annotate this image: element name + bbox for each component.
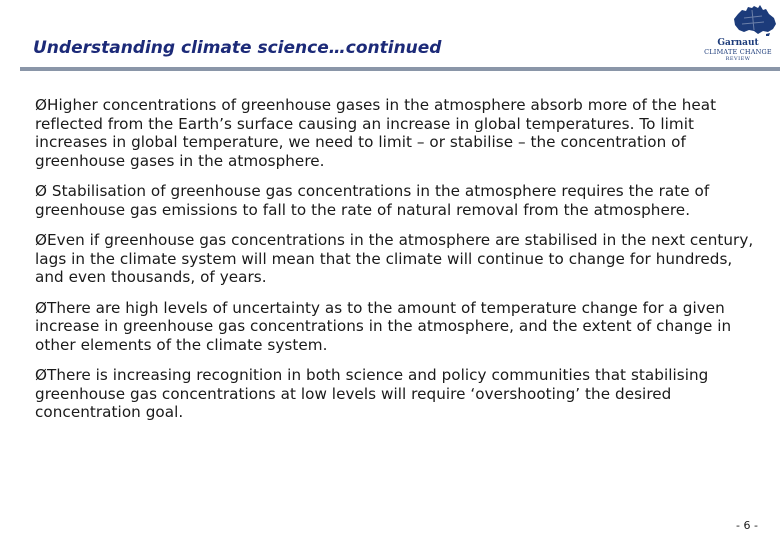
logo-line-2: CLIMATE CHANGE (704, 48, 772, 56)
arrow-bullet-icon: Ø (35, 182, 48, 200)
bullet-text: There is increasing recognition in both science and policy communities that stabilising greenhouse gas concentrations at low levels will require ‘overshooting’ the desired concentration goal. (35, 366, 709, 421)
bullet-text: There are high levels of uncertainty as to the amount of temperature change for a given increase in greenhouse gas concentrations in the atmosphere, and the extent of change in other elements of the climate system. (35, 298, 732, 354)
bullet-item (35, 231, 755, 287)
arrow-bullet-icon: Ø (35, 298, 48, 317)
page-number: - 6 - (736, 519, 758, 532)
logo-line-3: REVIEW (725, 56, 751, 62)
bullet-item (35, 366, 755, 422)
slide-title-main: Understanding climate science… (33, 38, 346, 58)
slide-title (33, 38, 441, 58)
bullet-text: Stabilisation of greenhouse gas concentrations in the atmosphere requires the rate of greenhouse gas emissions to fall to the rate of natural removal from the atmosphere. (35, 182, 710, 219)
header-divider (20, 67, 780, 71)
logo-text (696, 38, 780, 62)
bullet-text: Even if greenhouse gas concentrations in the atmosphere are stabilised in the next century, lags in the climate system will mean that the climate will continue to change for hundreds, and even thousands, of years. (35, 231, 754, 286)
arrow-bullet-icon: Ø (35, 96, 48, 114)
australia-map-icon (732, 4, 780, 36)
arrow-bullet-icon: Ø (35, 366, 48, 384)
logo-line-1: Garnaut (717, 38, 759, 48)
bullet-list (35, 96, 755, 434)
bullet-item (35, 299, 755, 355)
bullet-item (35, 96, 755, 170)
slide-title-continued: continued (345, 38, 442, 58)
garnaut-logo (696, 4, 780, 66)
arrow-bullet-icon: Ø (35, 231, 48, 249)
bullet-item (35, 182, 755, 219)
bullet-text: Higher concentrations of greenhouse gases in the atmosphere absorb more of the heat reflected from the Earth’s surface causing an increase in global temperatures. To limit increases in global temperature, we need to limit – or stabilise – the concentration of greenhouse gases in the atmosphere. (35, 96, 717, 170)
